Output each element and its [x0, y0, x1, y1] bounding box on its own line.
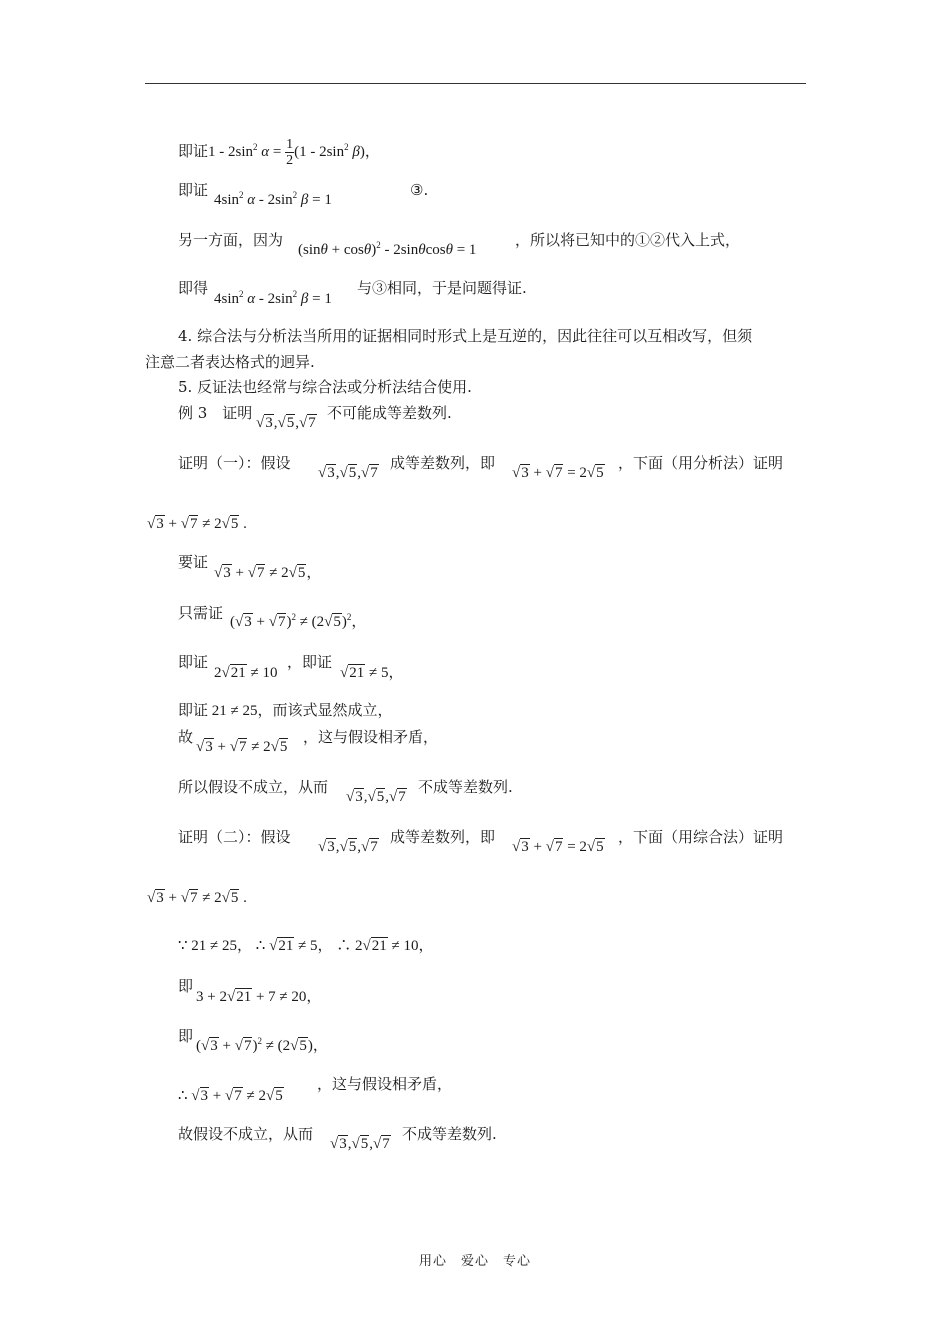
label-gu: 故: [178, 728, 194, 746]
proof-1-label: 证明（一）：假设: [178, 454, 291, 472]
formula-result: $4\sin^2$ α - $2\sin^2$ β = 1: [214, 289, 332, 307]
proof-2-label: 证明（二）：假设: [178, 828, 291, 846]
label: 即证: [178, 181, 209, 199]
line-jizheng-2: [178, 180, 208, 200]
line-another: [178, 230, 283, 250]
formula-roots: √3,√5,√7: [346, 789, 406, 805]
formula: $1 - 2\sin^2$ α = $\frac{1}{2}$ ($1 - 2\sin^2$ β): [208, 137, 365, 168]
example-3-tail: 不可能成等差数列.: [327, 404, 452, 422]
label: 另一方面，因为: [178, 231, 284, 249]
paragraph-4: 4. 综合法与分析法当所用的证据相同时形式上是互逆的，因此往往可以互相改写，但须: [178, 327, 753, 345]
formula-root21: √21 ≠ 5，: [340, 665, 404, 681]
example-3-label: 例 3 证明: [178, 404, 253, 422]
label-jizheng-a: 即证: [178, 653, 209, 671]
header-rule: [145, 83, 806, 84]
proof-2-mid: 成等差数列，即: [390, 828, 496, 846]
label-jizheng-b: ，即证: [287, 653, 333, 671]
formula: 21 ≠ 25: [208, 703, 258, 719]
formula-square: $(√3 + √7)^2 \ne (2√5)^2$，: [230, 612, 367, 630]
formula-identity: $(\sin\theta + \cos\theta)^2 - 2\sin\theta\cos\theta = 1$: [298, 240, 477, 258]
tail: ，而该式显然成立，: [257, 701, 393, 719]
eq3-marker: ③.: [410, 181, 429, 199]
paragraph-5: 5. 反证法也经常与综合法或分析法结合使用.: [178, 378, 472, 396]
formula-roots: √3,√5,√7: [256, 415, 316, 431]
final-tail: 不成等差数列.: [402, 1125, 497, 1143]
formula-because-chain: ∵ 21 ≠ 25， ∴ √21 ≠ 5， ∴ 2√21 ≠ 10，: [178, 938, 434, 954]
identity-tail: ，所以将已知中的①②代入上式，: [515, 231, 741, 249]
paragraph-4-cont: 注意二者表达格式的迥异.: [145, 353, 315, 371]
formula-sum: 3 + 2√21 + 7 ≠ 20，: [196, 989, 322, 1005]
formula-assume: √3 + √7 = 2√5: [512, 465, 604, 481]
formula-assume: √3 + √7 = 2√5: [512, 839, 604, 855]
page-footer: 用心 爱心 专心: [418, 1254, 531, 1269]
line-jizheng-1: 即证$1 - 2\sin^2$ α = $\frac{1}{2}$ ($1 - 2\sin^2$ β)，: [178, 137, 380, 168]
formula-therefore: ∴ √3 + √7 ≠ 2√5: [178, 1088, 283, 1104]
formula-eq3: $4\sin^2$ α - $2\sin^2$ β = 1: [214, 190, 332, 208]
label-ji-2: 即: [178, 1027, 194, 1045]
label-final: 故假设不成立，从而: [178, 1125, 314, 1143]
formula-square2: $(√3 + √7)^2 \ne (2√5)$，: [196, 1036, 328, 1054]
label: 即证: [178, 141, 209, 160]
label-jide: 即得: [178, 279, 209, 297]
formula-neq: √3 + √7 ≠ 2√5: [196, 739, 288, 755]
proof-2-tail: ，下面（用综合法）证明: [618, 828, 784, 846]
label: 即证: [178, 701, 209, 719]
proof-1-tail: ，下面（用分析法）证明: [618, 454, 784, 472]
label-ji-1: 即: [178, 977, 194, 995]
gu-tail: ，这与假设相矛盾，: [303, 728, 439, 746]
label-suoyi: 所以假设不成立，从而: [178, 778, 329, 796]
formula-roots: √3,√5,√7: [330, 1136, 390, 1152]
formula-yaozheng: √3 + √7 ≠ 2√5，: [214, 565, 322, 581]
formula-roots: √3,√5,√7: [318, 839, 378, 855]
result-tail: 与③相同，于是问题得证.: [357, 279, 527, 297]
formula-goal: √3 + √7 ≠ 2√5 .: [147, 890, 247, 906]
suoyi-tail: 不成等差数列.: [418, 778, 513, 796]
formula-goal: √3 + √7 ≠ 2√5 .: [147, 516, 247, 532]
proof-1-mid: 成等差数列，即: [390, 454, 496, 472]
line-21-25: [178, 700, 393, 721]
label-yaozheng: 要证: [178, 553, 209, 571]
formula-2root21: 2√21 ≠ 10: [214, 665, 278, 681]
therefore-tail: ，这与假设相矛盾，: [317, 1075, 453, 1093]
label-zhixuzheng: 只需证: [178, 604, 224, 622]
formula-roots: √3,√5,√7: [318, 465, 378, 481]
